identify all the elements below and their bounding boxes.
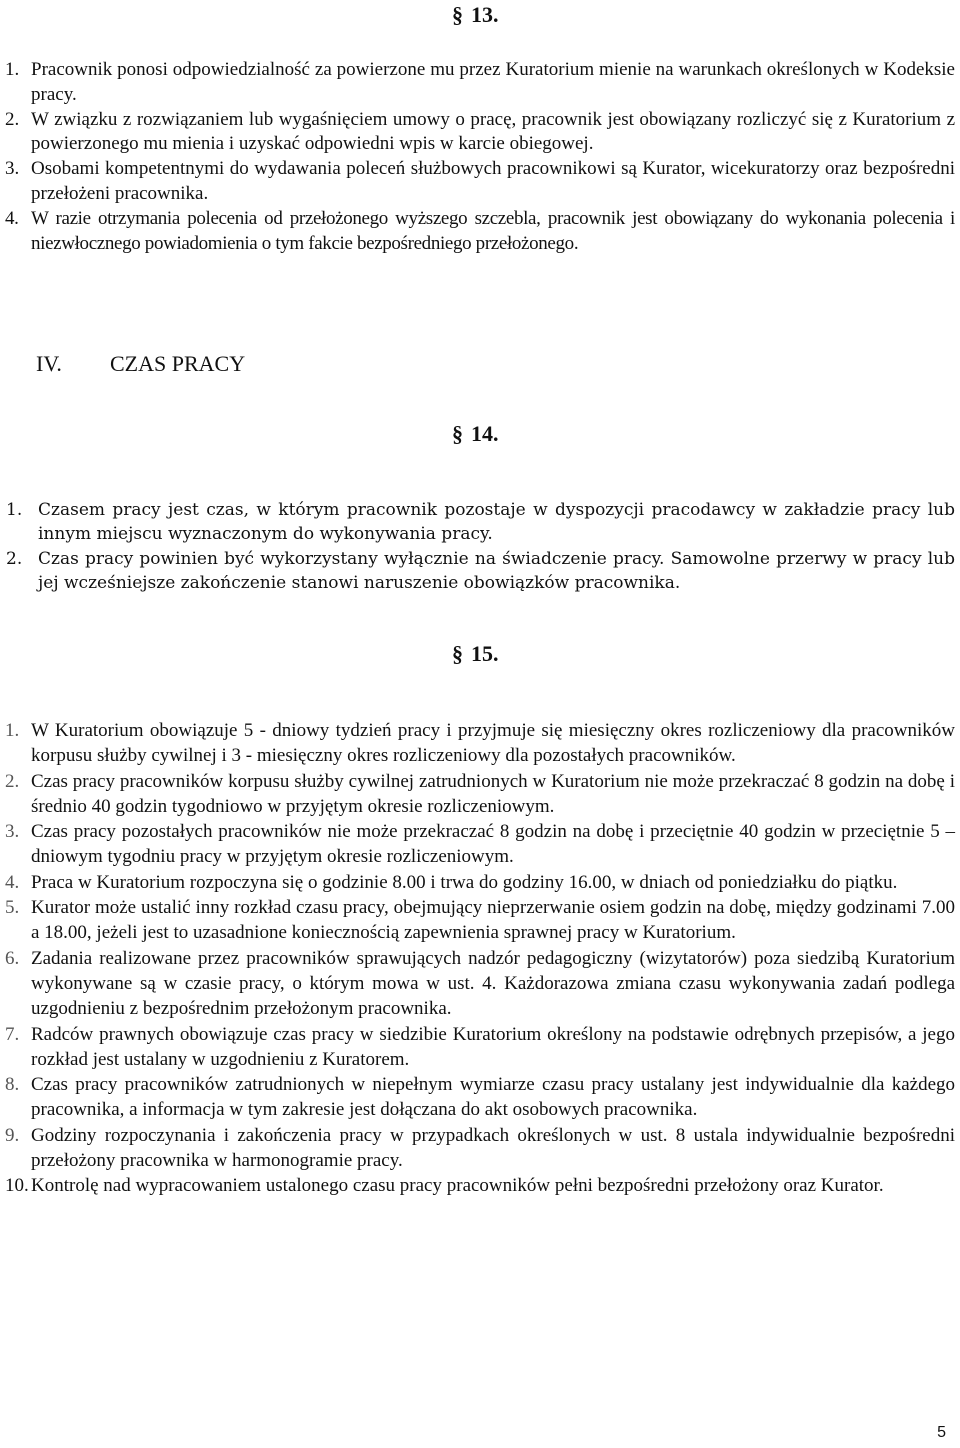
list-item: [5, 1123, 955, 1174]
item-number: 9.: [5, 1124, 20, 1146]
section-15-heading: [452, 641, 499, 667]
list-item: [6, 498, 955, 547]
item-text: Pracownik ponosi odpowiedzialność za powierzone mu przez Kuratorium mienie na warunkach określonych w Kodeksie pracy.: [31, 59, 955, 105]
item-text: W związku z rozwiązaniem lub wygaśnięciem umowy o pracę, pracownik jest obowiązany rozliczyć się z Kuratorium z powierzonego mu mienia i uzyskać odpowiedni wpis w karcie obiegowej.: [31, 108, 955, 155]
item-number: 4.: [5, 871, 20, 893]
item-text: Osobami kompetentnymi do wydawania poleceń służbowych pracownikowi są Kurator, wicekuratorzy oraz bezpośredni przełożeni pracownika.: [31, 158, 955, 204]
list-item: [5, 895, 955, 946]
item-number: 2.: [5, 770, 20, 792]
item-text: Czasem pracy jest czas, w którym pracownik pozostaje w dyspozycji pracodawcy w zakładzie pracy lub innym miejscu wyznaczonym do wykonywania pracy.: [38, 500, 955, 545]
item-text: Czas pracy pozostałych pracowników nie może przekraczać 8 godzin na dobę i przeciętnie 40 godzin w przeciętnie 5 – dniowym tygodniu pracy w przyjętym okresie rozliczeniowym.: [31, 821, 955, 868]
item-number: 4.: [5, 207, 19, 229]
item-text: Radców prawnych obowiązuje czas pracy w siedzibie Kuratorium określony na podstawie odrębnych przepisów, a jego rozkład jest ustalany w uzgodnieniu z Kuratorem.: [31, 1023, 955, 1070]
list-item: [5, 58, 955, 108]
item-text: W razie otrzymania polecenia od przełożonego wyższego szczebla, pracownik jest obowiązany do wykonania polecenia i niezwłocznego powiadomienia o tym fakcie bezpośredniego przełożonego.: [31, 207, 955, 254]
item-text: W Kuratorium obowiązuje 5 - dniowy tydzień pracy i przyjmuje się miesięczny okres rozliczeniowy dla pracowników korpusu służby cywilnej i 3 - miesięczny okres rozliczeniowy dla pozostałych pracowników.: [31, 720, 955, 767]
list-item: [6, 547, 955, 596]
item-text: Zadania realizowane przez pracowników sprawujących nadzór pedagogiczny (wizytatorów) poza siedzibą Kuratorium wykonywane są w czasie pracy, o którym mowa w ust. 4. Każdorazowa zmiana czasu wykonywania zadań podlega uzgodnieniu z bezpośrednim przełożonym pracownika.: [31, 947, 955, 1020]
list-item: [5, 108, 955, 158]
item-text: Praca w Kuratorium rozpoczyna się o godzinie 8.00 i trwa do godziny 16.00, w dniach od poniedziałku do piątku.: [31, 871, 898, 893]
item-number: 10.: [5, 1175, 29, 1197]
list-item: [5, 769, 955, 820]
item-text: Kontrolę nad wypracowaniem ustalonego czasu pracy pracowników pełni bezpośredni przełożony oraz Kurator.: [31, 1175, 884, 1197]
section-sign: §: [452, 2, 463, 27]
page-number: 5: [937, 1424, 946, 1441]
section-sign: §: [452, 641, 463, 666]
list-item: [5, 1072, 955, 1123]
chapter-heading: [36, 351, 245, 377]
section-14-heading: [452, 421, 499, 447]
item-text: Czas pracy powinien być wykorzystany wyłącznie na świadczenie pracy. Samowolne przerwy w pracy lub jej wcześniejsze zakończenie stanowi naruszenie obowiązków pracownika.: [38, 548, 955, 594]
section-number: 15.: [471, 641, 499, 666]
section-13-heading: [452, 2, 499, 28]
item-text: Czas pracy pracowników korpusu służby cywilnej zatrudnionych w Kuratorium nie może przekraczać 8 godzin na dobę i średnio 40 godzin tygodniowo w przyjętym okresie rozliczeniowym.: [31, 770, 955, 817]
item-number: 1.: [5, 720, 20, 741]
section-13-list: [5, 58, 955, 256]
list-item: [5, 1173, 955, 1198]
section-15-list: [5, 718, 955, 1199]
list-item: [5, 946, 955, 1022]
item-number: 6.: [5, 947, 20, 969]
item-number: 8.: [5, 1074, 20, 1096]
section-sign: §: [452, 421, 463, 446]
chapter-title: CZAS PRACY: [110, 351, 246, 376]
item-number: 3.: [5, 821, 20, 843]
item-text: Kurator może ustalić inny rozkład czasu pracy, obejmujący nieprzerwanie osiem godzin na dobę, między godzinami 7.00 a 18.00, jeżeli jest to uzasadnione koniecznością zapewnienia sprawnej pracy w Kuratorium.: [31, 897, 955, 944]
item-number: 2.: [5, 108, 20, 130]
list-item: [5, 157, 955, 207]
section-number: 13.: [471, 2, 499, 27]
list-item: [5, 207, 955, 257]
item-number: 1.: [6, 500, 23, 520]
list-item: [5, 819, 955, 870]
item-number: 5.: [5, 897, 20, 919]
item-number: 1.: [5, 59, 20, 80]
item-text: Czas pracy pracowników zatrudnionych w niepełnym wymiarze czasu pracy ustalany jest indywidualnie dla każdego pracownika, a informacja w tym zakresie jest dołączana do akt osobowych pracownika.: [31, 1074, 955, 1121]
chapter-number: IV.: [36, 351, 62, 376]
list-item: [5, 1022, 955, 1073]
item-number: 7.: [5, 1023, 20, 1045]
item-text: Godziny rozpoczynania i zakończenia pracy w przypadkach określonych w ust. 8 ustala indywidualnie bezpośredni przełożony pracownika w harmonogramie pracy.: [31, 1124, 955, 1172]
item-number: 2.: [6, 548, 23, 569]
list-item: [5, 718, 955, 769]
section-14-list: [6, 498, 955, 596]
item-number: 3.: [5, 158, 20, 180]
section-number: 14.: [471, 421, 499, 446]
list-item: [5, 870, 955, 895]
